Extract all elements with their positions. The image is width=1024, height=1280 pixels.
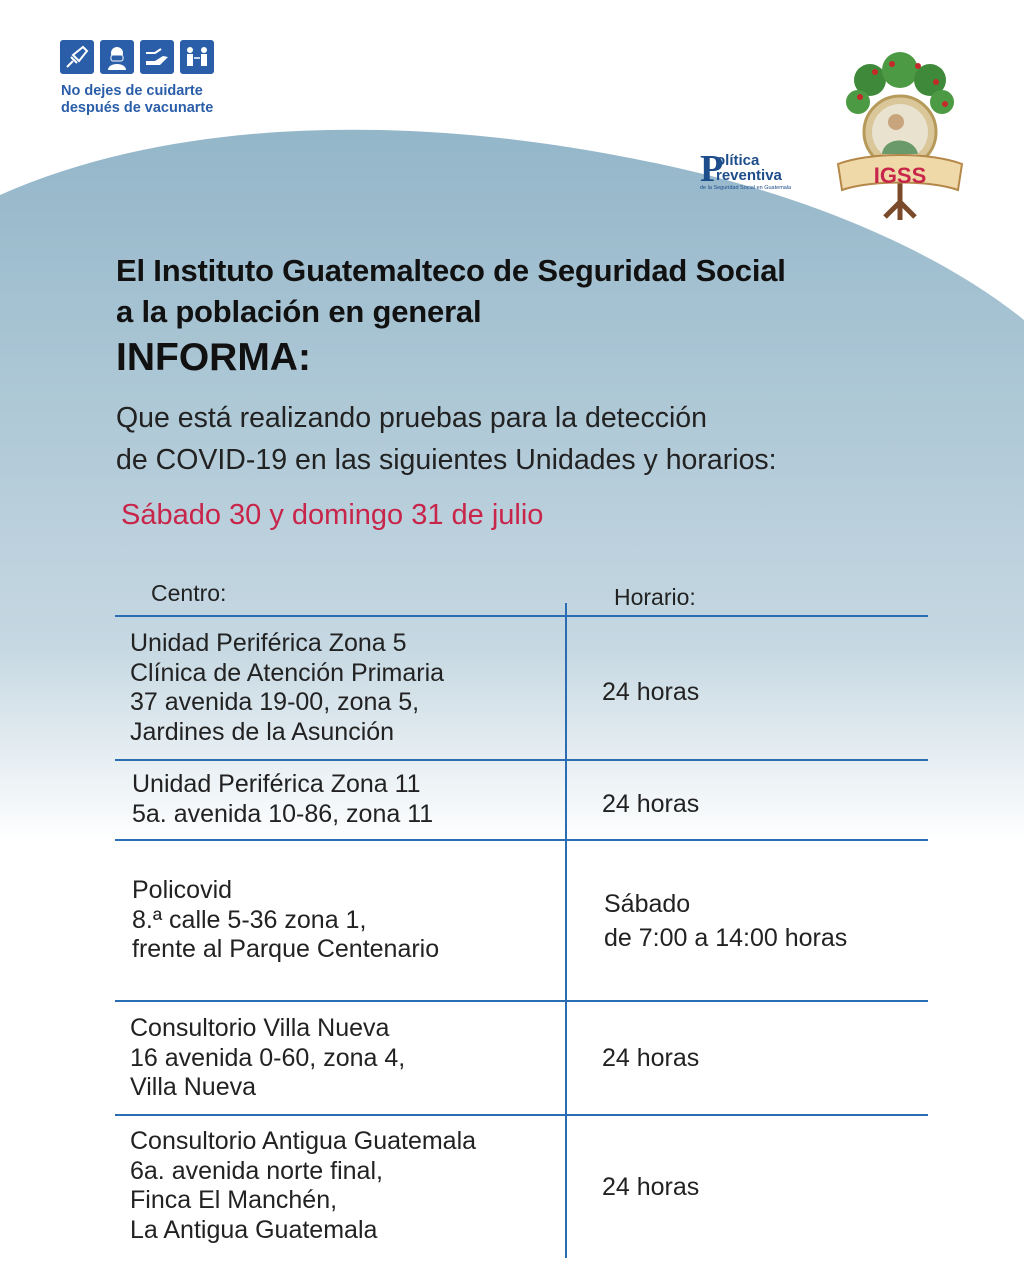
prevention-icons	[60, 40, 214, 74]
centro-line: Unidad Periférica Zona 11	[132, 770, 421, 798]
distance-icon	[180, 40, 214, 74]
logo-word-1: olítica	[716, 152, 760, 169]
informa-title: INFORMA:	[116, 336, 311, 379]
centro-line: Jardines de la Asunción	[130, 717, 395, 746]
centro-line: 5a. avenida 10-86, zona 11	[132, 799, 434, 828]
centro-line: Consultorio Villa Nueva	[130, 1014, 390, 1042]
centro-line: frente al Parque Centenario	[132, 935, 440, 963]
horario-line: 24 horas	[602, 678, 700, 706]
logo-tagline: de la Seguridad Social en Guatemala	[700, 185, 792, 191]
announcement-heading	[116, 250, 956, 382]
centro-line: La Antigua Guatemala	[130, 1215, 378, 1244]
heading-line-2: a la población en general	[116, 294, 482, 329]
table-divider	[115, 839, 928, 841]
caption-line-2: después de vacunarte	[61, 100, 214, 116]
centro-line: Policovid	[132, 876, 233, 904]
centro-line: 6a. avenida norte final,	[130, 1156, 383, 1185]
horario-line: Sábado	[604, 890, 691, 918]
centro-line: Villa Nueva	[130, 1073, 257, 1101]
heading-line-1: El Instituto Guatemalteco de Seguridad Social	[116, 253, 786, 288]
igss-logo-text: IGSS	[873, 163, 927, 188]
table-divider	[115, 1114, 928, 1116]
table-row-horario	[602, 1170, 699, 1204]
table-divider	[115, 1000, 928, 1002]
table-row-centro	[132, 876, 439, 965]
logo-word-2: reventiva	[716, 167, 782, 184]
table-divider	[115, 759, 928, 761]
date-line: Sábado 30 y domingo 31 de julio	[121, 499, 544, 531]
table-row-centro	[130, 1127, 476, 1245]
centro-line: Finca El Manchén,	[130, 1186, 338, 1214]
header-horario: Horario:	[614, 584, 696, 610]
table-row-horario	[602, 1041, 699, 1075]
table-divider	[115, 615, 928, 617]
intro-text	[116, 397, 777, 481]
table-row-centro	[132, 770, 433, 829]
mask-icon	[100, 40, 134, 74]
centro-line: Clínica de Atención Primaria	[130, 658, 445, 687]
vaccine-icon	[60, 40, 94, 74]
caption-line-1: No dejes de cuidarte	[61, 83, 203, 99]
logo-letter-p: P	[700, 148, 724, 190]
horario-line: 24 horas	[602, 1173, 700, 1201]
intro-line-2: de COVID-19 en las siguientes Unidades y horarios:	[116, 444, 777, 476]
centro-line: 16 avenida 0-60, zona 4,	[130, 1043, 406, 1072]
table-row-centro	[130, 1014, 405, 1103]
centro-line: 8.ª calle 5-36 zona 1,	[132, 905, 367, 934]
table-row-centro	[130, 629, 444, 747]
header-centro: Centro:	[151, 580, 227, 606]
intro-line-1: Que está realizando pruebas para la detección	[116, 402, 707, 434]
centro-line: Consultorio Antigua Guatemala	[130, 1127, 477, 1155]
table-row-horario	[604, 887, 847, 955]
table-row-horario	[602, 675, 699, 709]
vaccine-reminder-caption	[61, 83, 213, 117]
centro-line: Unidad Periférica Zona 5	[130, 629, 407, 657]
handwash-icon	[140, 40, 174, 74]
horario-line: 24 horas	[602, 1044, 700, 1072]
horario-line: de 7:00 a 14:00 horas	[604, 924, 848, 952]
table-row-horario	[602, 787, 699, 821]
horario-line: 24 horas	[602, 790, 700, 818]
igss-logo	[830, 52, 970, 222]
centro-line: 37 avenida 19-00, zona 5,	[130, 688, 420, 716]
table-column-divider	[565, 603, 567, 1258]
